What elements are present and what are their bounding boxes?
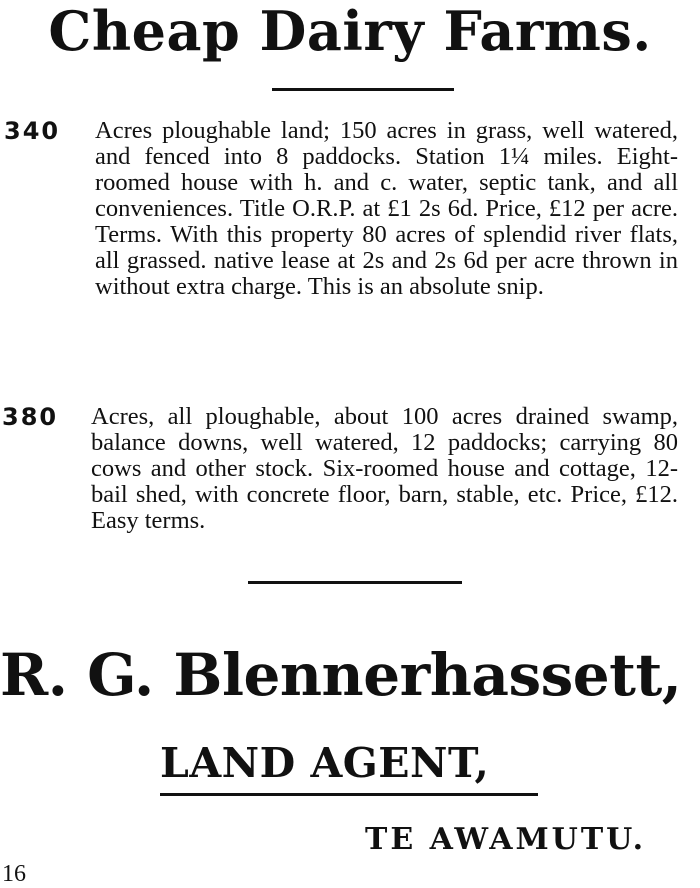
listing-description: Acres ploughable land; 150 acres in grass, well watered, and fenced into 8 paddocks. Station 1¼ miles. Eight-roomed house with h. and c. water, septic tank, and all conveniences. Title O.R.P. at £1 2s 6d. Price, £12 per acre. Terms. With this property 80 acres of splendid river flats, all grassed. native lease at 2s and 2s 6d per acre thrown in without extra charge. This is an absolute snip. — [95, 117, 678, 300]
page-title: Cheap Dairy Farms. — [48, 0, 652, 63]
title-divider — [272, 88, 454, 91]
page-number: 16 — [2, 861, 26, 887]
agent-name: R. G. Blennerhassett, — [0, 641, 682, 709]
agent-title-underline — [160, 793, 538, 796]
listing-number: 340 — [4, 117, 61, 145]
agent-title: LAND AGENT, — [160, 739, 490, 787]
listing-description: Acres, all ploughable, about 100 acres drained swamp, balance downs, well watered, 12 paddocks; carrying 80 cows and other stock. Six-roomed house and cottage, 12-bail shed, with concrete floor, barn, stable, etc. Price, £12. Easy terms. — [91, 403, 678, 534]
listing-number: 380 — [2, 403, 59, 431]
section-divider — [248, 581, 462, 584]
agent-location: TE AWAMUTU. — [365, 822, 647, 857]
